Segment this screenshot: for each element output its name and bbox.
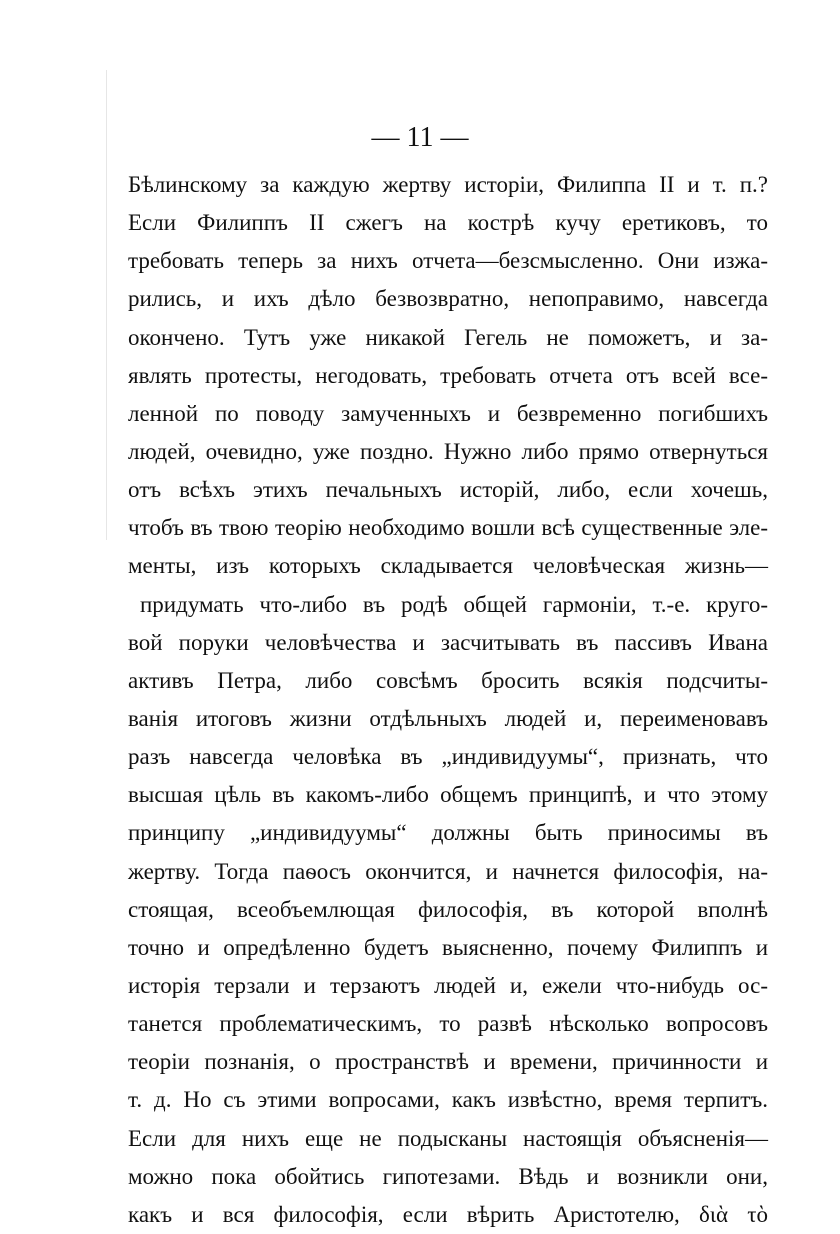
text-line: людей, очевидно, уже поздно. Нужно либо прямо отвернуться — [128, 438, 768, 464]
text-line: Если Филиппъ II сжегъ на кострѣ кучу еретиковъ, то — [128, 210, 768, 236]
text-line: чтобъ въ твою теорію необходимо вошли всѣ существенные эле- — [128, 515, 768, 541]
text-line: придумать что-либо въ родѣ общей гармоніи, т.-е. круго- — [140, 591, 768, 617]
text-line: требовать теперь за нихъ отчета—безсмысленно. Они изжа- — [128, 248, 768, 274]
text-line: точно и опредѣленно будетъ выясненно, почему Филиппъ и — [128, 934, 768, 960]
text-line: принципу „индивидуумы“ должны быть приносимы въ — [128, 820, 768, 846]
text-line: теоріи познанія, о пространствѣ и времени, причинности и — [128, 1049, 768, 1075]
text-line: можно пока обойтись гипотезами. Вѣдь и возникли они, — [128, 1163, 768, 1189]
text-line: т. д. Но съ этими вопросами, какъ извѣстно, время терпитъ. — [128, 1087, 768, 1113]
text-line: какъ и вся философія, если вѣрить Аристотелю, διὰ τὸ — [128, 1201, 768, 1227]
text-line: менты, изъ которыхъ складывается человѣческая жизнь— — [128, 553, 768, 579]
text-line: высшая цѣль въ какомъ-либо общемъ принципѣ, и что этому — [128, 782, 768, 808]
text-line: стоящая, всеобъемлющая философія, въ которой вполнѣ — [128, 896, 768, 922]
text-line: активъ Петра, либо совсѣмъ бросить всякія подсчиты- — [128, 667, 768, 693]
text-line: исторія терзали и терзаютъ людей и, ежели что-нибудь ос- — [128, 972, 768, 998]
text-line: вой поруки человѣчества и засчитывать въ пассивъ Ивана — [128, 629, 768, 655]
body-text — [128, 166, 768, 1234]
text-line: ленной по поводу замученныхъ и безвременно погибшихъ — [128, 400, 768, 426]
text-line: Если для нихъ еще не подысканы настоящія объясненія— — [128, 1125, 768, 1151]
text-line: отъ всѣхъ этихъ печальныхъ исторій, либо, если хочешь, — [128, 477, 768, 503]
text-line: танется проблематическимъ, то развѣ нѣсколько вопросовъ — [128, 1011, 768, 1037]
text-line: рились, и ихъ дѣло безвозвратно, непоправимо, навсегда — [128, 286, 768, 312]
text-line: являть протесты, негодовать, требовать отчета отъ всей все- — [128, 362, 768, 388]
text-line: ванія итоговъ жизни отдѣльныхъ людей и, переименовавъ — [128, 705, 768, 731]
text-line: Бѣлинскому за каждую жертву исторіи, Филиппа II и т. п.? — [128, 172, 768, 197]
text-line: разъ навсегда человѣка въ „индивидуумы“, признать, что — [128, 744, 768, 770]
text-line: окончено. Тутъ уже никакой Гегель не поможетъ, и за- — [128, 324, 768, 350]
page-number: — 11 — — [371, 122, 469, 153]
text-line: жертву. Тогда паѳосъ окончится, и начнется философія, на- — [128, 858, 768, 884]
